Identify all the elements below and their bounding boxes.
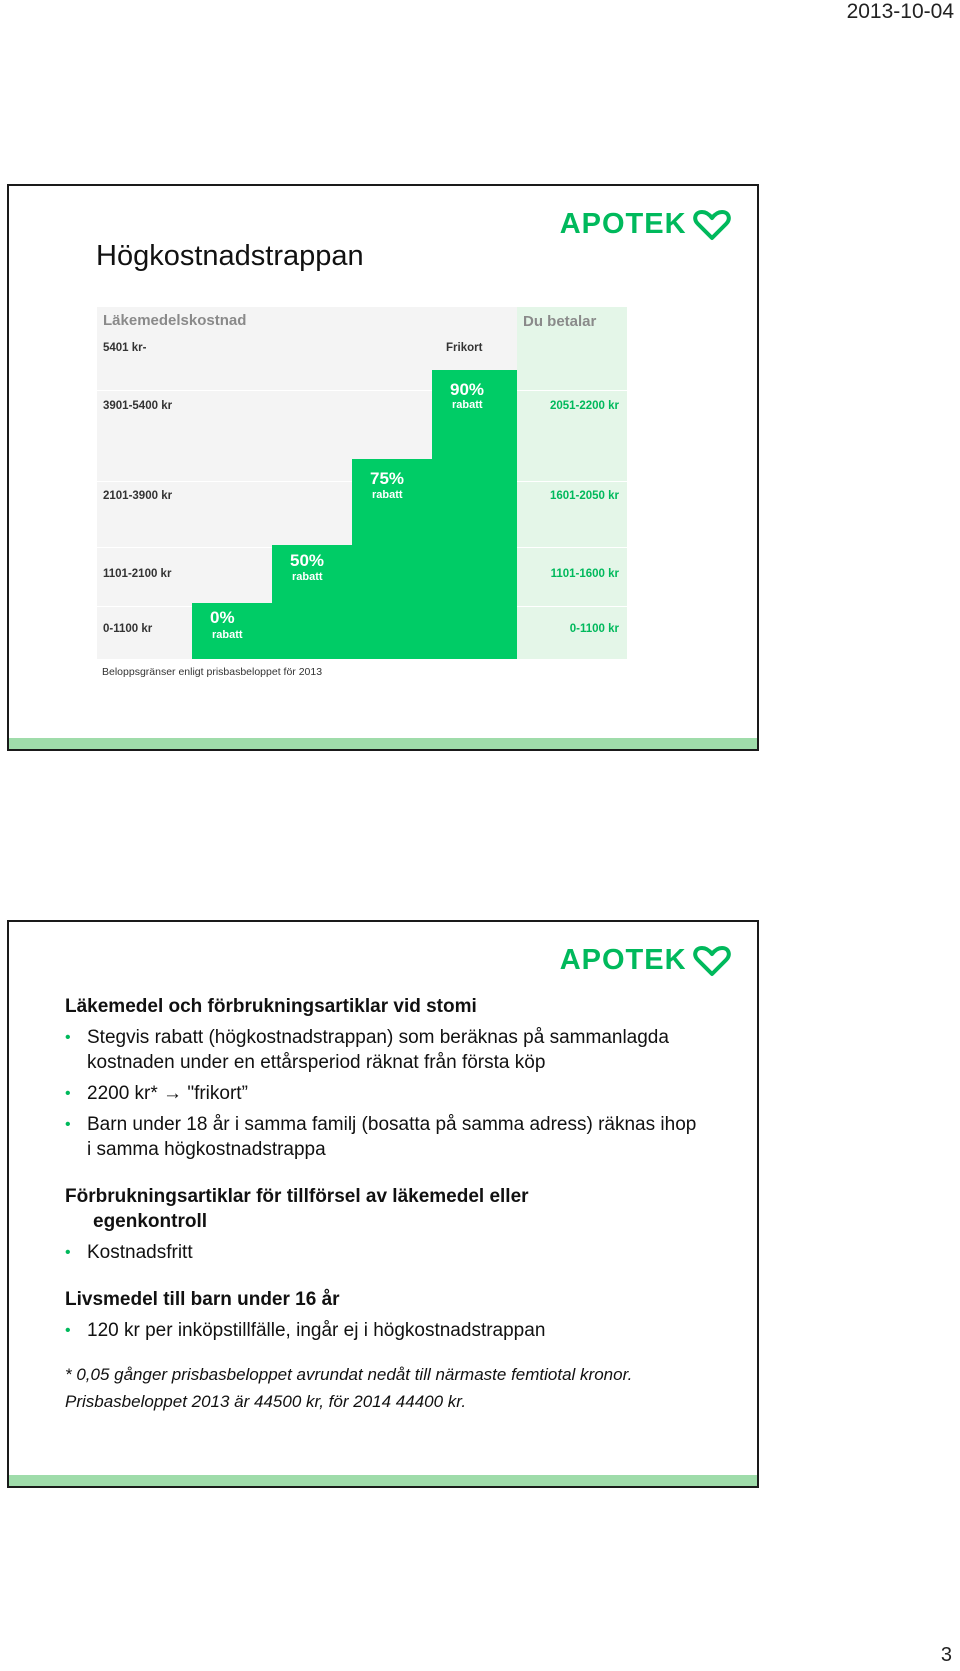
- footnote-line: Prisbasbeloppet 2013 är 44500 kr, för 2014 44400 kr.: [65, 1392, 467, 1411]
- bullet-list: [65, 1240, 705, 1265]
- pay-range: 1101-1600 kr: [550, 568, 619, 580]
- cost-range: 2101-3900 kr: [103, 490, 173, 502]
- step-label: rabatt: [292, 571, 323, 583]
- bullet-item: • Barn under 18 år i samma familj (bosatta på samma adress) räknas ihop i samma högkostnadstrappa: [65, 1112, 705, 1162]
- pay-range: 0-1100 kr: [569, 623, 619, 635]
- staircase-chart: [97, 307, 627, 659]
- section-heading-line: Förbrukningsartiklar för tillförsel av läkemedel eller: [65, 1186, 529, 1207]
- bullet-item: • 120 kr per inköpstillfälle, ingår ej i högkostnadstrappan: [65, 1318, 705, 1343]
- apotek-logo: [560, 944, 731, 978]
- bullet-item: • Kostnadsfritt: [65, 1240, 705, 1265]
- cost-range: 5401 kr-: [103, 342, 147, 354]
- section-heading: Livsmedel till barn under 16 år: [65, 1289, 340, 1310]
- footnote: [65, 1361, 705, 1415]
- step-percent: 0%: [210, 608, 235, 627]
- apotek-logo: [560, 208, 731, 242]
- bullet-list: [65, 1318, 705, 1343]
- step-percent: 50%: [290, 551, 325, 570]
- step-percent: 90%: [450, 380, 485, 399]
- bullet-item: • 2200 kr* → "frikort”: [65, 1081, 705, 1106]
- cost-range: 1101-2100 kr: [103, 568, 172, 580]
- heart-icon: [693, 945, 731, 977]
- frikort-label: Frikort: [446, 342, 483, 354]
- section-heading-line: egenkontroll: [93, 1211, 208, 1232]
- step-label: rabatt: [212, 629, 243, 641]
- header-date: 2013-10-04: [846, 0, 954, 23]
- chart-footnote: Beloppsgränser enligt prisbasbeloppet för 2013: [102, 666, 323, 678]
- pay-range: 2051-2200 kr: [549, 400, 619, 412]
- step-90-percent: [432, 370, 517, 659]
- slide-stomi-info: [7, 920, 759, 1488]
- logo-text: APOTEK: [559, 944, 687, 976]
- divider: [97, 390, 627, 391]
- heart-icon: [693, 209, 731, 241]
- pay-range: 1601-2050 kr: [549, 490, 619, 502]
- cost-header: Läkemedelskostnad: [103, 312, 247, 329]
- slide-title: Högkostnadstrappan: [96, 240, 364, 272]
- footnote-line: * 0,05 gånger prisbasbeloppet avrundat nedåt till närmaste femtiotal kronor.: [65, 1365, 633, 1384]
- section-heading: Läkemedel och förbrukningsartiklar vid stomi: [65, 996, 477, 1017]
- cost-range: 0-1100 kr: [103, 623, 153, 635]
- bullet-list: [65, 1025, 705, 1162]
- step-label: rabatt: [452, 399, 483, 411]
- slide-bottom-bar: [9, 738, 757, 749]
- cost-range: 3901-5400 kr: [103, 400, 173, 412]
- pay-header: Du betalar: [523, 313, 597, 330]
- bullet-item: • Stegvis rabatt (högkostnadstrappan) som beräknas på sammanlagda kostnaden under en ettårsperiod räknat från första köp: [65, 1025, 705, 1075]
- logo-text: APOTEK: [559, 208, 687, 240]
- step-label: rabatt: [372, 489, 403, 501]
- slide-hogkostnadstrappan: [7, 184, 759, 751]
- slide-bottom-bar: [9, 1475, 757, 1486]
- section-heading: [65, 1184, 705, 1234]
- slide-content: [65, 994, 705, 1415]
- page-number: 3: [940, 1644, 952, 1666]
- step-percent: 75%: [370, 469, 405, 488]
